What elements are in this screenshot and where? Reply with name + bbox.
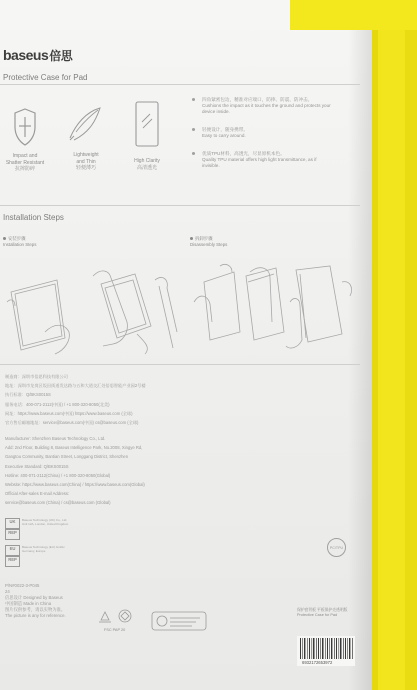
shield-icon (12, 107, 38, 147)
bullet-cn: 轻便设计，随身携带。 (202, 127, 248, 132)
bullet-dot (190, 237, 193, 240)
clear-case-icon (133, 100, 161, 152)
info-line: 网址：https://www.baseus.com(中国) https://www.baseus.com (全球) (5, 410, 133, 416)
manufacturer-info-en (5, 434, 145, 508)
bullet-dot (3, 237, 6, 240)
divider-lower (0, 364, 360, 365)
yellow-flap-shade (405, 0, 417, 690)
bullet-cn: 优质TPU材料，高透光，尽显原机本色。 (202, 151, 285, 156)
rep-tag: REP (5, 556, 20, 567)
footer-line: 中国制造 Made in China (5, 601, 52, 606)
feature-clarity (124, 100, 170, 171)
feature-impact (2, 107, 48, 173)
feature-impact-en-1: Impact and (12, 153, 38, 159)
bullet-dot (192, 128, 195, 131)
feather-icon (66, 102, 106, 146)
info-line: Manufacturer: Shenzhen Baseus Technology Co., Ltd. (5, 436, 106, 441)
bullet-dot (192, 98, 195, 101)
install-illustration (5, 262, 180, 357)
yellow-flap-edge (372, 0, 378, 690)
info-line: 服务电话：400-071-2112(中国) / +1 800-320-8050(北美) (5, 401, 110, 407)
disassembly-cn: 拆卸步骤 (195, 236, 213, 241)
manufacturer-info-cn (5, 372, 146, 427)
bullet-en: Quality TPU material offers high light transmittance, as if (202, 157, 317, 162)
cert-mark-icon (150, 606, 210, 636)
bullet-en: Easy to carry around. (202, 133, 246, 138)
rep-tag: UK (5, 518, 20, 529)
info-line: Hotline: 400-071-2112(China) / +1 800-320-8050(Global) (5, 472, 111, 478)
recycle-label: FSC PAP 20 (104, 628, 126, 632)
install-steps-label (3, 236, 36, 247)
feature-clarity-cn: 高清透光 (136, 164, 157, 171)
install-en: Installation Steps (3, 241, 37, 247)
rep-tag: REP (5, 529, 20, 540)
bullet-dot (192, 152, 195, 155)
footer-line: P/N#0022-3-P045 (5, 583, 40, 588)
divider-middle (0, 205, 360, 206)
barcode-label: 保护套背板 平板保护壳透明版 Protective Case for Pad (297, 608, 348, 617)
bullet-item (190, 151, 358, 169)
feature-impact-cn: 抗摔防碎 (14, 166, 35, 172)
product-title: Protective Case for Pad (3, 73, 88, 82)
installation-title: Installation Steps (3, 213, 64, 222)
feature-lightweight-en-2: and Thin (76, 158, 96, 165)
bullet-cn: 四角紧密包边，精准对应端口，防摔、防震、防冲击。 (202, 97, 313, 102)
recycle-icons (95, 606, 137, 628)
bullet-item (190, 97, 358, 115)
info-line: 官方售后邮箱地址：service@baseus.com(中国) cs@baseus.com (全球) (5, 420, 139, 426)
info-line: Gangtou Community, Bantian Street, Longgang District, Shenzhen (5, 454, 129, 460)
feature-lightweight-cn: 轻便薄巧 (75, 165, 96, 171)
info-line: service@baseus.com (China) / cs@baseus.com (Global) (5, 500, 111, 506)
brand-name: baseus (3, 47, 49, 63)
info-line: Add: 2nd Floor, Building 8, Baseus Intelligence Park, No.2008, Xingye Rd, (5, 445, 143, 451)
info-line: 制造商：深圳市倍思科技有限公司 (5, 374, 68, 379)
footer-text (5, 583, 66, 619)
feature-lightweight (63, 102, 109, 172)
footer-line: 24 (5, 589, 10, 594)
bullet-item (190, 127, 358, 139)
bullet-en: Cushions the impact as it touches the ground and protects your (202, 103, 331, 108)
disassembly-illustration (190, 262, 360, 357)
brand-logo (3, 47, 72, 64)
info-line: 执行标准：Q/BKS0015S (5, 392, 51, 398)
material-badge: PC/TPU (327, 538, 346, 557)
rep-tag: EU (5, 545, 20, 556)
info-line: Official After-sales E-mail Address: (5, 491, 70, 497)
brand-name-cn: 倍思 (49, 49, 73, 63)
info-line: Executive Standard: Q/BKS0015S (5, 463, 69, 469)
bullet-en: invisible. (202, 163, 220, 168)
footer-line: The picture is any for reference. (5, 613, 66, 618)
feature-clarity-en-1: High Clarity (134, 158, 160, 164)
barcode-number: 6932172653972 (302, 660, 333, 665)
rep-text: Baseus Technology (UK) Co., Ltd. Unit 12A, London, United Kingdom (22, 518, 69, 526)
feature-lightweight-en-1: Lightweight (73, 152, 99, 158)
footer-line: 图片仅供参考，请以实物为准。 (5, 607, 66, 612)
info-line: Website: https://www.baseus.com(China) / https://www.baseus.com(Global) (5, 482, 145, 488)
disassembly-en: Disassembly Steps (190, 241, 228, 247)
footer-line: 倍思设计 Designed by Baseus (5, 595, 63, 600)
divider-top (0, 84, 360, 85)
info-line: 地址：深圳市龙岗区坂田街道发达路与五和大道交汇处倍思智能产业园2号楼 (5, 383, 146, 389)
feature-bullet-list (190, 97, 358, 177)
bullet-en: device inside. (202, 109, 230, 114)
install-cn: 安装步骤 (8, 236, 26, 241)
feature-impact-en-2: Shatter Resistant (5, 159, 45, 166)
yellow-top-flap (290, 0, 417, 30)
disassembly-steps-label (190, 236, 227, 247)
rep-text: Baseus Technology (EU) GmbH Germany, Europe (22, 545, 65, 553)
